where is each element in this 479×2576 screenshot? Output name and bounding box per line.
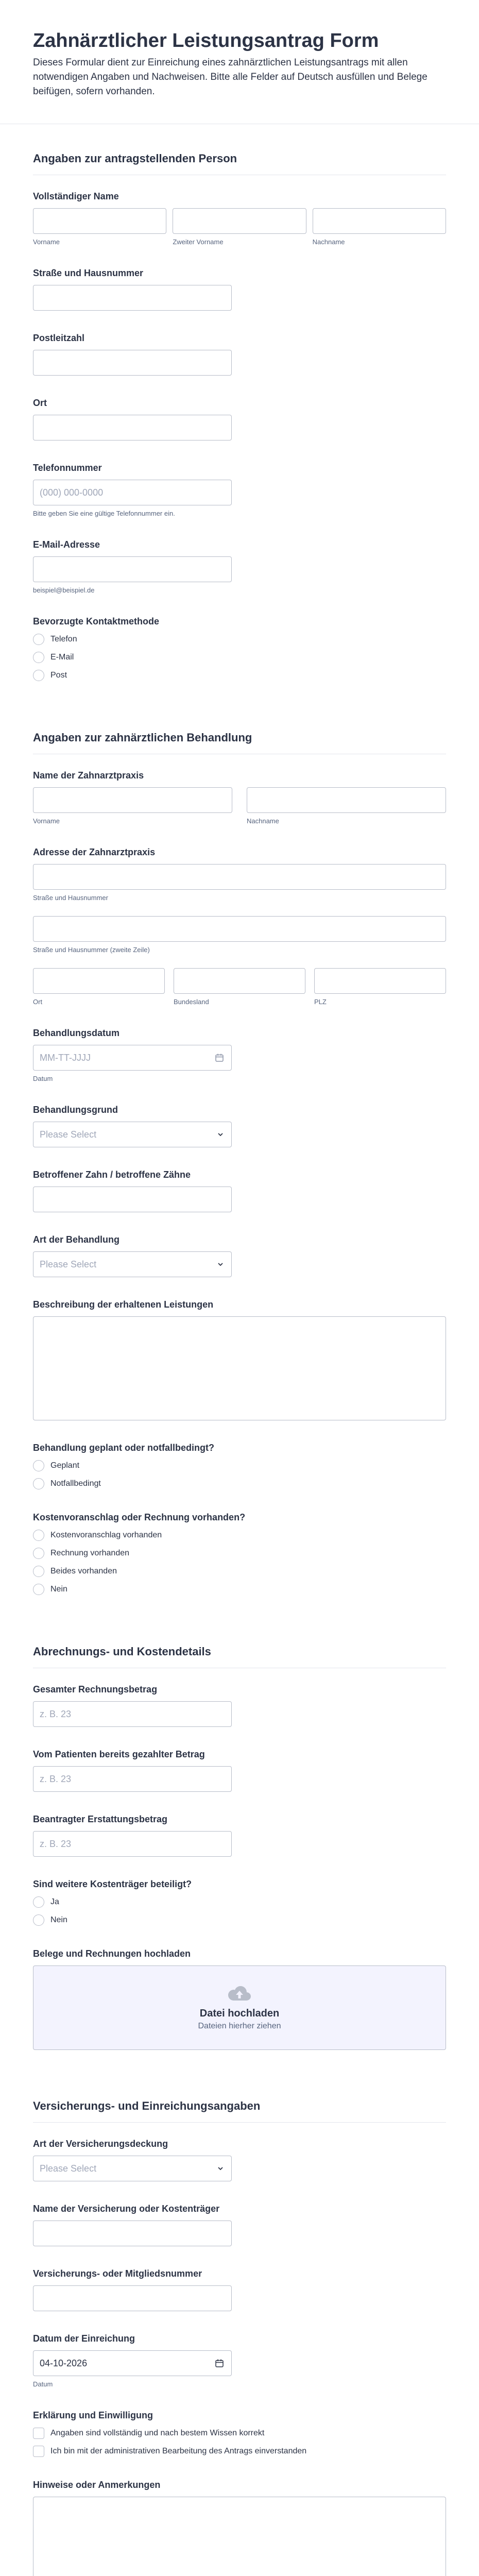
treatment-type-field — [33, 1234, 446, 1277]
zip-label: Postleitzahl — [33, 333, 85, 343]
tooth-label: Betroffener Zahn / betroffene Zähne — [33, 1170, 191, 1180]
checkbox-icon[interactable] — [33, 2446, 44, 2457]
email-input[interactable] — [33, 556, 232, 582]
planned-field — [33, 1442, 446, 1490]
other-payers-option-yes[interactable]: Ja — [33, 1896, 446, 1908]
submission-date-field — [33, 2333, 446, 2388]
zip-field — [33, 332, 446, 376]
treatment-type-label: Art der Behandlung — [33, 1234, 120, 1245]
planned-option-planned[interactable]: Geplant — [33, 1460, 446, 1472]
cloud-upload-icon — [227, 1985, 252, 2004]
radio-icon[interactable] — [33, 1530, 44, 1541]
other-payers-option-no[interactable]: Nein — [33, 1914, 446, 1926]
submission-date-label: Datum der Einreichung — [33, 2333, 135, 2344]
treatment-reason-field — [33, 1104, 446, 1147]
chevron-down-icon — [217, 1131, 224, 1138]
address-line2-input[interactable] — [33, 916, 446, 942]
city-field — [33, 397, 446, 440]
estimate-option-estimate[interactable]: Kostenvoranschlag vorhanden — [33, 1529, 446, 1541]
address-line2-sublabel: Straße und Hausnummer (zweite Zeile) — [33, 946, 150, 954]
coverage-type-label: Art der Versicherungsdeckung — [33, 2139, 168, 2149]
form-content — [0, 124, 479, 2576]
zip-input[interactable] — [33, 350, 232, 376]
services-description-field — [33, 1299, 446, 1420]
contact-method-label: Bevorzugte Kontaktmethode — [33, 616, 160, 626]
services-description-label: Beschreibung der erhaltenen Leistungen — [33, 1299, 214, 1310]
member-number-field — [33, 2268, 446, 2311]
contact-option-phone[interactable]: Telefon — [33, 633, 446, 646]
consent-field — [33, 2410, 446, 2458]
address-state-input[interactable] — [174, 968, 305, 994]
email-field — [33, 539, 446, 594]
dentist-first-sublabel: Vorname — [33, 817, 60, 825]
radio-icon[interactable] — [33, 1896, 44, 1908]
address-zip-sublabel: PLZ — [314, 998, 327, 1006]
treatment-date-label: Behandlungsdatum — [33, 1028, 120, 1038]
phone-input[interactable] — [33, 480, 232, 505]
estimate-label: Kostenvoranschlag oder Rechnung vorhanden? — [33, 1512, 246, 1522]
paid-amount-label: Vom Patienten bereits gezahlter Betrag — [33, 1749, 205, 1759]
section-title-person: Angaben zur antragstellenden Person — [33, 124, 446, 175]
street-field — [33, 267, 446, 311]
services-description-textarea[interactable] — [33, 1316, 446, 1420]
requested-amount-label: Beantragter Erstattungsbetrag — [33, 1814, 168, 1824]
treatment-reason-select[interactable]: Please Select — [33, 1122, 232, 1147]
member-number-input[interactable] — [33, 2285, 232, 2311]
first-name-input[interactable] — [33, 208, 166, 234]
radio-icon[interactable] — [33, 1566, 44, 1577]
requested-amount-input[interactable] — [33, 1831, 232, 1857]
address-zip-input[interactable] — [314, 968, 446, 994]
total-amount-input[interactable] — [33, 1701, 232, 1727]
consent-label: Erklärung und Einwilligung — [33, 2410, 153, 2420]
estimate-option-no[interactable]: Nein — [33, 1583, 446, 1596]
street-label: Straße und Hausnummer — [33, 268, 144, 278]
street-input[interactable] — [33, 285, 232, 311]
contact-method-field — [33, 616, 446, 682]
treatment-reason-label: Behandlungsgrund — [33, 1105, 118, 1115]
radio-icon[interactable] — [33, 1548, 44, 1559]
phone-field — [33, 462, 446, 517]
dentist-address-label: Adresse der Zahnarztpraxis — [33, 847, 156, 857]
email-hint: beispiel@beispiel.de — [33, 586, 95, 594]
other-payers-field — [33, 1878, 446, 1926]
email-label: E-Mail-Adresse — [33, 539, 100, 550]
consent-option-accurate[interactable]: Angaben sind vollständig und nach bestem Wissen korrekt — [33, 2427, 446, 2439]
dentist-last-sublabel: Nachname — [247, 817, 279, 825]
treatment-type-select[interactable]: Please Select — [33, 1251, 232, 1277]
middle-name-sublabel: Zweiter Vorname — [173, 238, 224, 246]
upload-label: Belege und Rechnungen hochladen — [33, 1948, 191, 1959]
fullname-field — [33, 191, 446, 246]
estimate-option-invoice[interactable]: Rechnung vorhanden — [33, 1547, 446, 1560]
address-city-input[interactable] — [33, 968, 165, 994]
contact-option-email[interactable]: E-Mail — [33, 651, 446, 664]
dentist-address-field — [33, 846, 446, 1006]
dentist-name-label: Name der Zahnarztpraxis — [33, 770, 144, 781]
tooth-field — [33, 1169, 446, 1212]
checkbox-icon[interactable] — [33, 2428, 44, 2439]
upload-title: Datei hochladen — [199, 2007, 280, 2019]
submission-date-input[interactable]: 04-10-2026 — [33, 2350, 232, 2376]
contact-option-post[interactable]: Post — [33, 669, 446, 682]
radio-icon[interactable] — [33, 1478, 44, 1489]
tooth-input[interactable] — [33, 1187, 232, 1212]
planned-label: Behandlung geplant oder notfallbedingt? — [33, 1443, 214, 1453]
upload-subtitle: Dateien hierher ziehen — [198, 2021, 281, 2030]
radio-icon[interactable] — [33, 652, 44, 663]
section-title-billing: Abrechnungs- und Kostendetails — [33, 1617, 446, 1668]
address-state-sublabel: Bundesland — [174, 998, 209, 1006]
insurer-field — [33, 2203, 446, 2246]
calendar-icon[interactable] — [215, 2359, 224, 2368]
treatment-date-input[interactable]: MM-TT-JJJJ — [33, 1045, 232, 1071]
planned-option-emergency[interactable]: Notfallbedingt — [33, 1478, 446, 1490]
other-payers-label: Sind weitere Kostenträger beteiligt? — [33, 1879, 192, 1889]
phone-hint: Bitte geben Sie eine gültige Telefonnummer ein. — [33, 510, 175, 517]
section-title-insurance: Versicherungs- und Einreichungsangaben — [33, 2072, 446, 2123]
submission-date-hint: Datum — [33, 2380, 53, 2388]
last-name-sublabel: Nachname — [312, 238, 345, 246]
total-amount-label: Gesamter Rechnungsbetrag — [33, 1684, 158, 1694]
chevron-down-icon — [217, 1261, 224, 1268]
radio-icon[interactable] — [33, 634, 44, 645]
radio-icon[interactable] — [33, 1460, 44, 1471]
radio-icon[interactable] — [33, 670, 44, 681]
insurer-input[interactable] — [33, 2221, 232, 2246]
notes-field — [33, 2479, 446, 2576]
form-header — [0, 0, 479, 124]
first-name-sublabel: Vorname — [33, 238, 60, 246]
member-number-label: Versicherungs- oder Mitgliedsnummer — [33, 2268, 202, 2279]
requested-amount-field — [33, 1814, 446, 1857]
treatment-date-field — [33, 1027, 446, 1082]
city-input[interactable] — [33, 415, 232, 440]
paid-amount-input[interactable] — [33, 1766, 232, 1792]
middle-name-input[interactable] — [173, 208, 306, 234]
phone-label: Telefonnummer — [33, 463, 102, 473]
treatment-date-hint: Datum — [33, 1075, 53, 1082]
chevron-down-icon — [217, 2165, 224, 2172]
consent-option-processing[interactable]: Ich bin mit der administrativen Bearbeitung des Antrags einverstanden — [33, 2445, 446, 2458]
notes-label: Hinweise oder Anmerkungen — [33, 2480, 161, 2490]
estimate-field — [33, 1512, 446, 1596]
address-city-sublabel: Ort — [33, 998, 43, 1006]
last-name-input[interactable] — [313, 208, 446, 234]
coverage-type-field — [33, 2138, 446, 2181]
radio-icon[interactable] — [33, 1914, 44, 1926]
dentist-first-input[interactable] — [33, 787, 232, 813]
estimate-option-both[interactable]: Beides vorhanden — [33, 1565, 446, 1578]
radio-icon[interactable] — [33, 1584, 44, 1595]
address-line1-sublabel: Straße und Hausnummer — [33, 894, 108, 902]
form-description: Dieses Formular dient zur Einreichung eines zahnärztlichen Leistungsantrags mit allen notwendigen Angaben und Nachweisen. Bitte alle Felder auf Deutsch ausfüllen und Belege beifügen, sofern vorhanden. — [33, 57, 427, 97]
insurer-label: Name der Versicherung oder Kostenträger — [33, 2204, 220, 2214]
file-upload-dropzone[interactable] — [33, 1965, 446, 2050]
paid-amount-field — [33, 1749, 446, 1792]
form-title: Zahnärztlicher Leistungsantrag Form — [33, 30, 379, 52]
coverage-type-select[interactable]: Please Select — [33, 2156, 232, 2181]
total-amount-field — [33, 1684, 446, 1727]
dentist-name-field — [33, 770, 446, 825]
section-title-treatment: Angaben zur zahnärztlichen Behandlung — [33, 703, 446, 754]
fullname-label: Vollständiger Name — [33, 191, 119, 201]
city-label: Ort — [33, 398, 47, 408]
upload-field — [33, 1948, 446, 2050]
address-line1-input[interactable] — [33, 864, 446, 890]
notes-textarea[interactable] — [33, 2497, 446, 2576]
dentist-last-input[interactable] — [247, 787, 446, 813]
calendar-icon[interactable] — [215, 1053, 224, 1062]
